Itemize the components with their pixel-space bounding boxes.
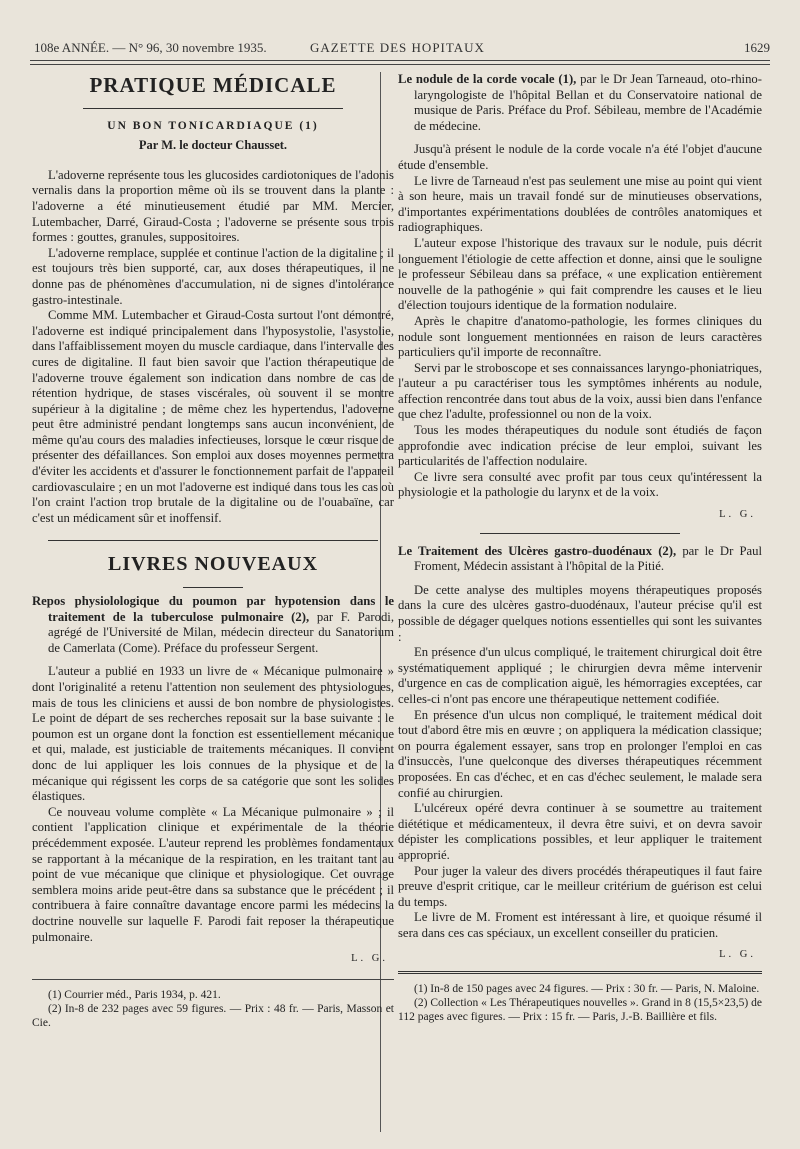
- footnote-rule: [32, 979, 394, 980]
- paragraph: En présence d'un ulcus compliqué, le traitement chirurgical doit être systématiquement appliqué ; le chirurgien devra même intervenir d'urgence en cas de complication aiguë, les hémorragies exceptées, car celles-ci n'ont pas encore une thérapeutique nettement codifiée.: [398, 645, 762, 706]
- paragraph: Servi par le stroboscope et ses connaissances laryngo-phoniatriques, l'auteur a pu caractériser tous les symptômes inhérents au nodule, affection rencontrée dans tout abus de la voix, aussi bien dans l'enfance que chez l'adulte, professionnel ou non de la voix.: [398, 360, 762, 422]
- book-title: Le nodule de la corde vocale (1),: [398, 72, 577, 86]
- footnotes: [32, 988, 394, 1030]
- footnote: (1) Courrier méd., Paris 1934, p. 421.: [48, 988, 221, 1001]
- book-title: Le Traitement des Ulcères gastro-duodénaux (2),: [398, 543, 677, 558]
- signature: L. G.: [719, 949, 756, 961]
- divider: [83, 108, 343, 109]
- paragraph: L'auteur a publié en 1933 un livre de « Mécanique pulmonaire » dont l'originalité a retenu l'attention non seulement des phtysiologues, mais de tous les cliniciens et aussi de bon nombre de physiologistes. Le point de départ de ses recherches reposait sur la base suivante : le poumon est un organe dont la fonction est essentiellement mécanique et qui, malade, est justiciable de traitements mécaniques. Il convient donc de lui appliquer les lois connues de la physique et de la mécanique qui régissent les corps de sa catégorie que sont les solides élastiques.: [32, 664, 394, 804]
- footnote: (1) In-8 de 150 pages avec 24 figures. — Prix : 30 fr. — Paris, N. Maloine.: [414, 983, 760, 996]
- journal-name: GAZETTE DES HOPITAUX: [310, 40, 485, 55]
- paragraph: L'adoverne représente tous les glucosides cardiotoniques de l'adonis vernalis dans la proportion même où ils se trouvent dans la plante : l'adoverne a été minutieusement étudié par MM. Mercier, Lutembacher, Darré, Giraud-Costa ; l'adoverne se présente sous trois formes : gouttes, granules, suppositoires.: [32, 167, 394, 245]
- paragraph: Ce nouveau volume complète « La Mécanique pulmonaire » ; il contient l'application clinique et expérimentale de la théorie précédemment exposée. L'auteur reprend les problèmes fondamentaux se rapportant à la mécanique de la respiration, en les traitant tant au point de vue mécanique que clinique et physiologique. Cet ouvrage semblera moins aride peut-être dans sa substance que le précédent ; il contribuera à faire connaître davantage encore parmi les médecins la doctrine nouvelle sur laquelle F. Parodi fait reposer la thérapeutique pulmonaire.: [32, 804, 394, 944]
- footnote: (2) In-8 de 232 pages avec 59 figures. — Prix : 48 fr. — Paris, Masson et Cie.: [32, 1002, 394, 1029]
- book-details: par le Dr Jean Tarneaud, oto-rhino-laryngologiste de l'hôpital Bellan et du Conservatoire national de musique de Paris. Préface du Prof. Sébileau, membre de l'Académie de médecine.: [414, 72, 762, 133]
- book-heading: [398, 544, 762, 575]
- signature: L. G.: [351, 953, 388, 965]
- book-title: Repos physiolologique du poumon par hypotension dans le traitement de la tuberculose pulmonaire (2),: [32, 594, 394, 624]
- paragraph: Comme MM. Lutembacher et Giraud-Costa surtout l'ont démontré, l'adoverne est indiqué principalement dans l'hyposystolie, l'asystolie, dans l'affaiblissement moyen du muscle cardiaque, dans l'intervalle des cures de digitaline. Il faut bien savoir que l'action thérapeutique de l'adoverne trouve également son indication dans nombre de cas de rétention hydrique, de stases viscérales, où souvent il se montre supérieur à la digitaline ; de même chez les hypertendus, l'adoverne peut être administré pendant longtemps sans aucun inconvénient, de même qu'au cours des maladies infectieuses, lorsque le cœur risque de présenter des défaillances. Son emploi aux doses moyennes permettra d'éviter les accidents et d'assurer le fonctionnement parfait de l'appareil cardiovasculaire ; en un mot l'adoverne est indiqué dans tous les cas où l'on craint l'action trop brutale de la digitaline ou de l'ouabaïne, car c'est un médicament sûr et inoffensif.: [32, 308, 394, 525]
- paragraph: Le livre de M. Froment est intéressant à lire, et quoique résumé il sera dans ces cas spéciaux, un excellent conseiller du praticien.: [398, 910, 762, 940]
- paragraph: L'adoverne remplace, supplée et continue l'action de la digitaline ; il est toujours très bien supporté, car, aux doses thérapeutiques, il ne donne pas de phénomènes d'accumulation, ni de signes d'intolérance gastro-intestinale.: [32, 245, 394, 307]
- paragraph: Pour juger la valeur des divers procédés thérapeutiques il faut faire preuve d'esprit critique, car le meilleur critérium de guérison est celui du temps.: [398, 863, 762, 909]
- footnote: (2) Collection « Les Thérapeutiques nouvelles ». Grand in 8 (15,5×23,5) de 112 pages avec figures. — Prix : 15 fr. — Paris, J.-B. Baillière et fils.: [398, 997, 762, 1024]
- paragraph: De cette analyse des multiples moyens thérapeutiques proposés dans la cure des ulcères gastro-duodénaux, l'auteur précise qu'il est possible de dégager quelques notions essentielles qui sont les suivantes :: [398, 582, 762, 644]
- page-number: 1629: [744, 40, 770, 55]
- book-details: par le Dr Paul Froment, Médecin assistant à l'hôpital de la Pitié.: [414, 543, 763, 574]
- section-title-livres: LIVRES NOUVEAUX: [107, 553, 319, 576]
- header-rule: [30, 60, 770, 61]
- footnote-rule: [398, 971, 762, 974]
- divider: [48, 540, 378, 541]
- right-column: [398, 72, 762, 1024]
- paragraph: Après le chapitre d'anatomo-pathologie, les formes cliniques du nodule sont longuement mentionnées en raison de leurs caractères particuliers qu'il importe de reconnaître.: [398, 313, 762, 360]
- byline: Par M. le docteur Chausset.: [138, 138, 288, 153]
- paragraph: En présence d'un ulcus non compliqué, le traitement médical doit tout d'abord être mis en œuvre ; on appliquera la médication classique; on pourra également essayer, sans trop en prolonger l'emploi en cas d'insuccès, l'une quelconque des diverses thérapeutiques récemment proposées. En cas d'échec, et en cas d'échec seulement, le malade sera confié au chirurgien.: [398, 707, 762, 800]
- paragraph: L'auteur expose l'historique des travaux sur le nodule, puis décrit longuement l'étiologie de cette affection et donne, ainsi que le souligne le professeur Sébileau dans sa préface, « une explication entièrement nouvelle de la pathogénie » qui fait comprendre les causes et le lieu d'élection toujours identique de la formation nodulaire.: [398, 235, 762, 313]
- divider: [480, 533, 680, 534]
- paragraph: L'ulcéreux opéré devra continuer à se soumettre au traitement diététique et médicamenteux, il devra être suivi, et on devra savoir dépister les complications possibles, et leur appliquer le traitement approprié.: [398, 801, 762, 862]
- book-heading: [32, 594, 394, 656]
- left-column: [32, 72, 394, 1030]
- paragraph: Ce livre sera consulté avec profit par tous ceux qu'intéressent la physiologie et la pathologie du larynx et de la voix.: [398, 469, 762, 500]
- paragraph: Le livre de Tarneaud n'est pas seulement une mise au point qui vient à son heure, mais un travail fondé sur de minutieuses observations, d'importantes expérimentations doublées de contrôles anatomiques et radiographiques.: [398, 173, 762, 235]
- paragraph: Tous les modes thérapeutiques du nodule sont étudiés de façon approfondie avec indication précise de leur emploi, suivant les particularités de l'affection nodulaire.: [398, 423, 762, 469]
- issue-info: 108e ANNÉE. — N° 96, 30 novembre 1935.: [34, 40, 267, 55]
- running-head: [30, 38, 770, 58]
- paragraph: Jusqu'à présent le nodule de la corde vocale n'a été l'objet d'aucune étude d'ensemble.: [398, 142, 762, 172]
- footnotes: [398, 982, 762, 1024]
- book-heading: [398, 72, 762, 134]
- section-title-pratique: PRATIQUE MÉDICALE: [89, 73, 337, 97]
- header-rule-2: [30, 64, 770, 65]
- divider: [183, 587, 243, 588]
- book-details: par F. Parodi, agrégé de l'Université de Milan, médecin directeur du Sanatorium de Camerlata (Come). Préface du professeur Sergent.: [48, 609, 395, 655]
- signature: L. G.: [719, 509, 756, 521]
- article-title: UN BON TONICARDIAQUE (1): [107, 119, 319, 132]
